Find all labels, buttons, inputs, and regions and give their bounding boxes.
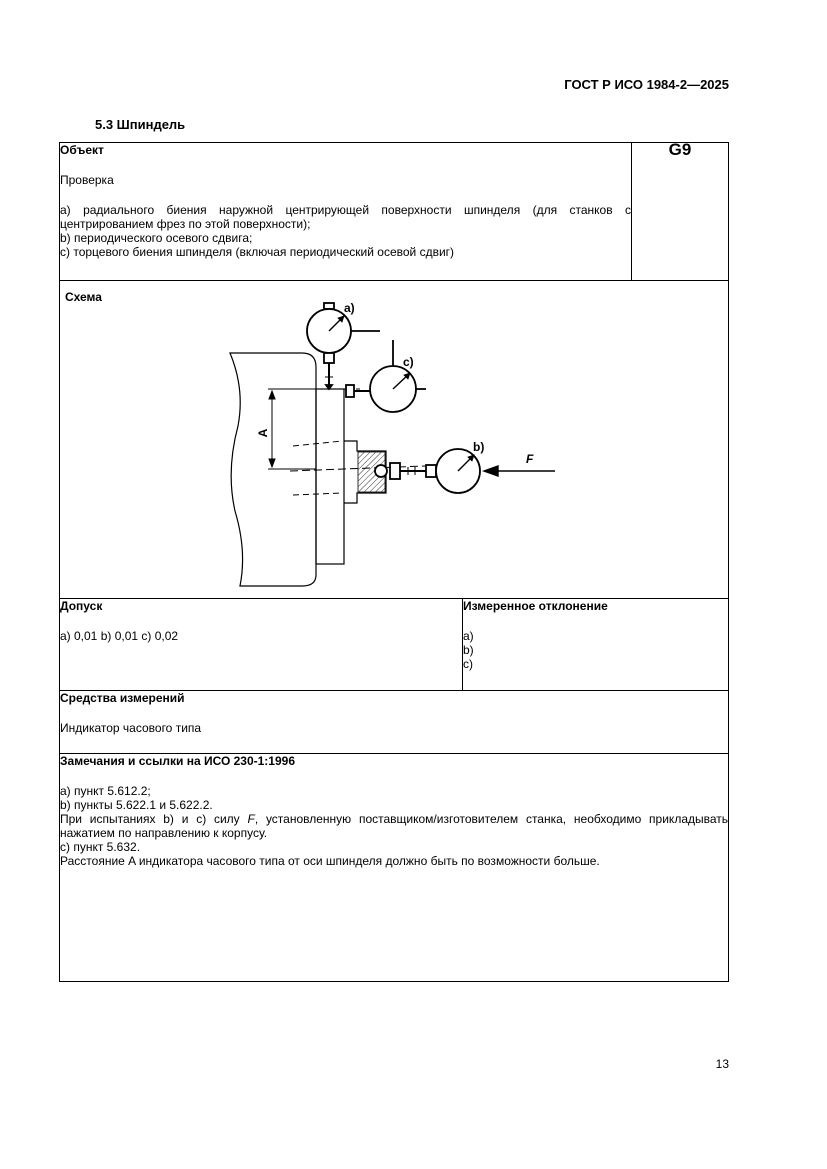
indicator-a-icon xyxy=(307,303,380,389)
note-line-2: b) пункты 5.622.1 и 5.622.2. xyxy=(60,798,213,812)
scheme-cell xyxy=(60,281,729,599)
measured-cell xyxy=(463,599,729,691)
label-force-f: F xyxy=(526,452,534,466)
note-line-1: a) пункт 5.612.2; xyxy=(60,784,151,798)
measured-title: Измеренное отклонение xyxy=(463,599,608,613)
instruments-title: Средства измерений xyxy=(60,691,185,705)
notes-row xyxy=(60,754,729,982)
instruments-row xyxy=(60,691,729,754)
measured-item-c: c) xyxy=(463,657,473,671)
object-title: Объект xyxy=(60,143,104,157)
instruments-value: Индикатор часового типа xyxy=(60,721,202,735)
scheme-row xyxy=(60,281,729,599)
object-item-b: b) периодического осевого сдвига; xyxy=(60,231,253,245)
label-b: b) xyxy=(473,440,485,454)
object-row xyxy=(60,143,729,281)
note-line-4: c) пункт 5.632. xyxy=(60,840,141,854)
measured-item-a: a) xyxy=(463,629,474,643)
page-number: 13 xyxy=(715,1057,729,1071)
tolerance-cell xyxy=(60,599,463,691)
spindle-flange xyxy=(316,389,344,564)
test-sheet-table xyxy=(59,142,729,982)
indicator-b-icon xyxy=(375,449,480,493)
spindle-diagram xyxy=(60,281,727,597)
indicator-c-icon xyxy=(346,340,426,412)
instruments-cell xyxy=(60,691,729,754)
tolerance-value: a) 0,01 b) 0,01 c) 0,02 xyxy=(60,629,179,643)
note-force-symbol: F xyxy=(247,812,255,826)
notes-cell xyxy=(60,754,729,982)
tolerance-row xyxy=(60,599,729,691)
note-line-5: Расстояние A индикатора часового типа от оси шпинделя должно быть по возможности больше. xyxy=(60,854,600,868)
note-line-3-start: При испытаниях b) и c) силу xyxy=(60,812,248,826)
scheme-title: Схема xyxy=(65,290,102,304)
section-title: 5.3 Шпиндель xyxy=(95,117,186,132)
object-item-c: c) торцевого биения шпинделя (включая периодический осевой сдвиг) xyxy=(60,245,455,259)
document-code: ГОСТ Р ИСО 1984-2—2025 xyxy=(564,77,729,92)
check-label: Проверка xyxy=(60,173,114,187)
note-line-3 xyxy=(60,812,728,840)
object-item-a: а) радиального биения наружной центрирующей поверхности шпинделя (для станков с центрированием фрез по этой поверхности); xyxy=(60,203,632,231)
label-dim-a: A xyxy=(256,428,270,438)
test-code: G9 xyxy=(632,143,729,281)
object-cell xyxy=(60,143,632,281)
note-line-3-end: , установленную поставщиком/изготовителем станка, необходимо прикладывать нажатием по направлению к корпусу. xyxy=(60,812,729,840)
measured-item-b: b) xyxy=(463,643,474,657)
tolerance-title: Допуск xyxy=(60,599,103,613)
label-a: a) xyxy=(344,301,355,315)
label-c: c) xyxy=(403,355,414,369)
notes-title: Замечания и ссылки на ИСО 230-1:1996 xyxy=(60,754,295,768)
